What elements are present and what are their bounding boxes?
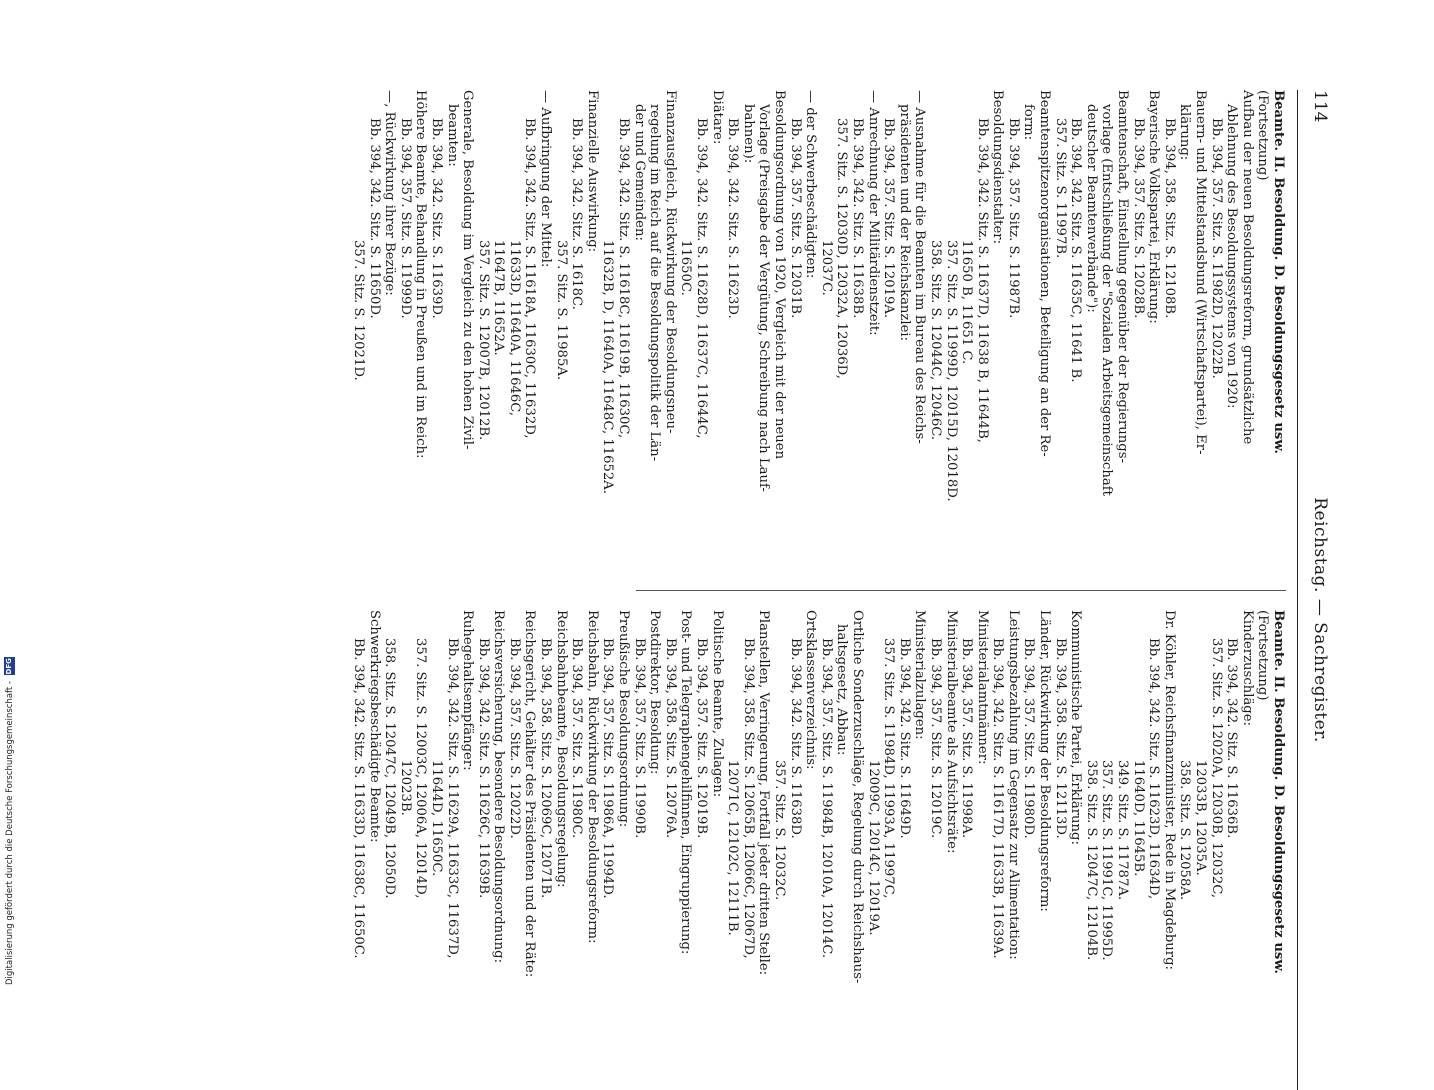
index-entry-line: Ablehnung des Besoldungssystems von 1920: <box>1224 104 1240 409</box>
index-entry-line: Bb. 394, 357. Sitz. S. 12022D. <box>506 638 522 839</box>
index-entry-line: Reichsgericht, Gehälter des Präsidenten und der Räte: <box>522 610 538 978</box>
index-entry-line: Länder, Rückwirkung der Besoldungsreform: <box>1037 610 1053 912</box>
page-number: 114 <box>1310 90 1330 123</box>
index-entry-line: Ortsklassenverzeichnis: <box>803 610 819 770</box>
index-entry-line: (Fortsetzung) <box>1255 90 1271 181</box>
index-entry-line: Vorlage (Preisgabe der Vergütung, Schreibung nach Lauf- <box>756 104 772 492</box>
index-entry-line: Bb. 394, 357. Sitz. S. 11998A. <box>959 638 975 839</box>
index-entry-line: 357. Sitz. S. 11999D, 12015D, 12018D. <box>943 240 959 502</box>
index-entry-line: — Ausnahme für die Beamten im Bureau des Reichs- <box>912 90 928 444</box>
index-entry-line: Finanzausgleich, Rückwirkung der Besoldungsneu- <box>662 90 678 434</box>
index-entry-line: vorlage (Entschließung der "Sozialen Arbeitsgemeinschaft <box>1099 104 1115 496</box>
index-page <box>150 90 1330 1090</box>
index-entry-line: Bb. 394, 357. Sitz. S. 11980D. <box>1021 638 1037 839</box>
index-entry-line: Bb. 394, 357. Sitz. S. 11990B. <box>631 638 647 839</box>
index-entry-line: Bb. 394, 342. Sitz. S. 11633D, 11638C, 11650C. <box>350 638 366 959</box>
left-column <box>350 90 1286 560</box>
index-entry-line: 357. Sitz. S. 12021D. <box>350 240 366 381</box>
index-entry-line: Ruhegehaltsempfänger: <box>460 610 476 771</box>
index-entry-line: 357. Sitz. S. 12032C. <box>772 760 787 901</box>
index-entry-line: Kinderzuschläge: <box>1239 610 1255 726</box>
index-entry-line: Bb. 394, 342. Sitz. S. 11639D. <box>428 118 444 319</box>
index-entry-line: — Anrechnung der Militärdienstzeit: <box>865 90 881 336</box>
index-entry-line: Preußische Besoldungsordnung: <box>616 610 632 828</box>
index-entry-line: Bb. 394, 358. Sitz. S. 12065B, 12066C, 12067D, <box>740 638 756 959</box>
index-entry-line: Bb. 394, 358. Sitz. S. 12069C, 12071B. <box>538 638 554 899</box>
index-entry-line: Bb. 394, 342. Sitz. S. 11638B. <box>849 118 865 319</box>
index-entry-line: Leistungsbezahlung im Gegensatz zur Alimentation: <box>1005 610 1021 960</box>
index-entry-line: 357. Sitz. S. 12003C, 12006A, 12014D, <box>413 638 429 899</box>
index-entry-line: 11632B, D, 11640A, 11648C, 11652A. <box>600 240 616 494</box>
index-entry-line: Bb. 394, 357. Sitz. S. 11987B. <box>1005 118 1021 319</box>
dfg-logo: DFG <box>5 658 13 675</box>
index-entry-line: Bb. 394, 342. Sitz. S. 11649D. <box>896 638 912 839</box>
index-entry-line: 12037C. <box>818 240 834 296</box>
index-entry-line: Bb. 394, 358. Sitz. S. 12076A. <box>662 638 678 839</box>
index-entry-line: 357. Sitz. S. 11985A. <box>553 240 569 381</box>
index-entry-line: 358. Sitz. S. 12044C, 12046C. <box>927 240 943 441</box>
index-entry-line: 357. Sitz. S. 12007B, 12012B. <box>475 240 491 441</box>
index-entry-line: —, Rückwirkung ihrer Bezüge: <box>382 90 398 296</box>
index-entry-line: Post- und Telegraphengehilfinnen, Eingruppierung: <box>678 610 694 955</box>
index-entry-line: beamten: <box>444 104 460 167</box>
credit-text: Digitalisierung gefördert durch die Deutsche Forschungsgemeinschaft - <box>5 681 15 985</box>
index-entry-line: Bb. 394, 357. Sitz. S. 12019A. <box>881 118 897 319</box>
index-entry-line: Diätare: <box>709 90 725 145</box>
running-title: Reichstag. — Sachregister. <box>1310 497 1330 743</box>
index-entry-line: Ministerialbeamte als Aufsichtsräte: <box>943 610 959 854</box>
right-column <box>350 610 1286 1080</box>
index-entry-line: Dr. Köhler, Reichsfinanzminister, Rede in Magdeburg: <box>1161 610 1177 970</box>
index-entry-line: Bb. 394, 342. Sitz. S. 11636B. <box>1224 638 1240 839</box>
index-entry-line: Reichsbahn, Rückwirkung der Besoldungsreform: <box>584 610 600 944</box>
index-entry-line: Schwerkriegsbeschädigte Beamte: <box>366 610 382 843</box>
index-entry-line: Bb. 394, 342. Sitz. S. 11629A, 11633C, 11637D, <box>444 638 460 959</box>
index-entry-line: 357. Sitz. S. 11984D, 11993A, 11997C, <box>881 638 897 899</box>
index-entry-line: klärung: <box>1177 104 1193 161</box>
index-entry-line: Örtliche Sonderzuschläge, Regelung durch Reichshaus- <box>849 610 865 984</box>
index-entry-line: der und Gemeinden: <box>631 104 647 241</box>
index-entry-line: Reichsversicherung, besondere Besoldungsordnung: <box>491 610 507 964</box>
index-entry-line: Bb. 394, 342. Sitz. S. 11617D, 11633B, 11639A. <box>990 638 1006 959</box>
index-entry-line: Beamtenschaft, Einstellung gegenüber der Regierungs- <box>1115 90 1131 463</box>
index-entry-line: Bb. 394, 342. Sitz. S. 11637D, 11638 B, 11644B, <box>974 118 990 443</box>
index-entry-line: 358. Sitz. S. 12058A. <box>1177 760 1193 901</box>
index-entry-line: Höhere Beamte, Behandlung in Preußen und im Reich: <box>413 90 429 459</box>
index-entry-line: 358. Sitz. S. 12047C, 12104B. <box>1083 760 1099 961</box>
index-entry-line: 357. Sitz. S. 11997B. <box>1052 118 1068 259</box>
index-entry-line: 12033B, 12035A. <box>1193 760 1209 876</box>
page-header <box>1300 90 1330 1090</box>
index-entry-line: Bb. 394, 342. Sitz. S. 11628D, 11637C, 11644C, <box>694 118 710 439</box>
index-entry-line: 11640D, 11645B. <box>1130 760 1146 877</box>
index-entry-line: präsidenten und der Reichskanzlei: <box>896 104 912 342</box>
index-entry-line: Bb. 394, 357. Sitz. S. 11999D. <box>397 118 413 319</box>
index-entry-line: regelung im Reich auf die Besoldungspolitik der Län- <box>647 104 663 462</box>
index-entry-line: Bb. 394, 342. Sitz. S. 11623D, 11634D, <box>1146 638 1162 900</box>
index-entry-line: Bb. 394, 357. Sitz. S. 11986A, 11994D. <box>600 638 616 899</box>
column-divider <box>636 590 1286 591</box>
index-entry-line: Bb. 394, 358. Sitz. S. 12108B. <box>1161 118 1177 319</box>
index-entry-line: Finanzielle Auswirkung: <box>584 90 600 253</box>
index-entry-line: 357. Sitz. S. 11991C, 11995D. <box>1099 760 1115 961</box>
index-entry-line: Ministerialzulagen: <box>912 610 928 740</box>
index-entry-line: Bb. 394, 357. Sitz. S. 11980C. <box>569 638 585 839</box>
index-entry-line: Beamtenspitzenorganisationen, Beteiligung an der Re- <box>1037 90 1053 457</box>
index-entry-line: Bb. 394, 342. Sitz. S. 11618A, 11630C, 11632D, <box>522 118 538 439</box>
index-entry-line: 11650C. <box>678 240 694 296</box>
index-entry-line: Bb. 394, 357. Sitz. S. 11982D, 12022B. <box>1208 118 1224 379</box>
index-entry-line: 12009C, 12014C, 12019A. <box>865 760 881 936</box>
index-entry-line: Bb. 394, 342. Sitz. S. 11623D. <box>725 118 741 319</box>
index-entry-line: — der Schwerbeschädigten: <box>803 90 819 279</box>
index-entry-line: Besoldungsordnung von 1920, Vergleich mit der neuen <box>772 90 787 460</box>
index-entry-line: 357. Sitz. S. 12020A, 12030B, 12032C, <box>1208 638 1224 899</box>
index-entry-line: Bayerische Volkspartei, Erklärung: <box>1146 90 1162 324</box>
header-rule <box>1297 90 1298 1090</box>
digitization-credit <box>4 0 18 985</box>
index-entry-line: Bb. 394, 342. Sitz. S. 11618C, 11619B, 11630C, <box>616 118 632 439</box>
index-entry-line: Generale, Besoldung im Vergleich zu den hohen Zivil- <box>460 90 476 450</box>
index-entry-line: Bb. 394, 342. Sitz. S. 11626C, 11639B. <box>475 638 491 899</box>
index-entry-line: — Aufbringung der Mittel: <box>538 90 554 268</box>
index-entry-line: Besoldungsdienstalter: <box>990 90 1006 245</box>
index-entry-line: 349. Sitz. S. 11787A. <box>1115 760 1131 901</box>
index-entry-line: Reichsbahnbeamte, Besoldungsregelung: <box>553 610 569 888</box>
index-entry-line: deutscher Beamtenverbände"): <box>1083 104 1099 313</box>
index-entry-line: Beamte. II. Besoldung. D. Besoldungsgesetz usw. <box>1271 90 1286 454</box>
index-entry-line: Bauern- und Mittelstandsbund (Wirtschaftspartei), Er- <box>1193 90 1209 455</box>
index-entry-line: Bb. 394, 342. Sitz. S. 11635C, 11641 B. <box>1068 118 1084 383</box>
index-entry-line: Bb. 394, 342. Sitz. S. 11638D. <box>787 638 803 839</box>
index-entry-line: haltsgesetz, Abbau: <box>834 624 850 756</box>
index-entry-line: Beamte. II. Besoldung. D. Besoldungsgesetz usw. <box>1271 610 1286 974</box>
index-entry-line: 11650 B, 11651 C. <box>959 240 975 365</box>
index-entry-line: Politische Beamte, Zulagen: <box>709 610 725 798</box>
index-entry-line: 11647B, 11652A. <box>491 240 507 356</box>
index-entry-line: Bb. 394, 357. Sitz. S. 11984B, 12010A, 12014C. <box>818 638 834 959</box>
index-entry-line: form: <box>1021 104 1037 141</box>
index-entry-line: 358. Sitz. S. 12047C, 12049B, 12050D. <box>382 638 398 899</box>
index-entry-line: 12071C, 12102C, 12111B. <box>725 760 741 936</box>
index-entry-line: Postdirektor, Besoldung: <box>647 610 663 775</box>
index-entry-line: Ministerialamtmänner: <box>974 610 990 765</box>
index-entry-line: bahnen): <box>740 104 756 164</box>
index-entry-line: Bb. 394, 342. Sitz. S. 11650D. <box>366 118 382 319</box>
index-entry-line: Bb. 394, 357. Sitz. S. 12028B. <box>1130 118 1146 319</box>
index-entry-line: 11644D, 11650C. <box>428 760 444 877</box>
index-entry-line: Bb. 394, 357. Sitz. S. 12019B. <box>694 638 710 839</box>
index-entry-line: Bb. 394, 357. Sitz. S. 12019C. <box>927 638 943 839</box>
index-entry-line: Bb. 394, 342. Sitz. S. 1618C. <box>569 118 585 310</box>
index-entry-line: 357. Sitz. S. 12030D, 12032A, 12036D, <box>834 118 850 379</box>
index-entry-line: Planstellen, Verringerung, Fortfall jeder dritten Stelle: <box>756 610 772 976</box>
index-entry-line: 12023B. <box>397 760 413 816</box>
index-entry-line: Aufbau der neuen Besoldungsreform, grundsätzliche <box>1239 90 1255 445</box>
index-entry-line: 11633D, 11640A, 11646C, <box>506 240 522 417</box>
index-entry-line: Bb. 394, 357. Sitz. S. 12031B. <box>787 118 803 319</box>
index-entry-line: Bb. 394, 358. Sitz. S. 12113D. <box>1052 638 1068 839</box>
index-entry-line: (Fortsetzung) <box>1255 610 1271 701</box>
index-entry-line: Kommunistische Partei, Erklärung: <box>1068 610 1084 845</box>
